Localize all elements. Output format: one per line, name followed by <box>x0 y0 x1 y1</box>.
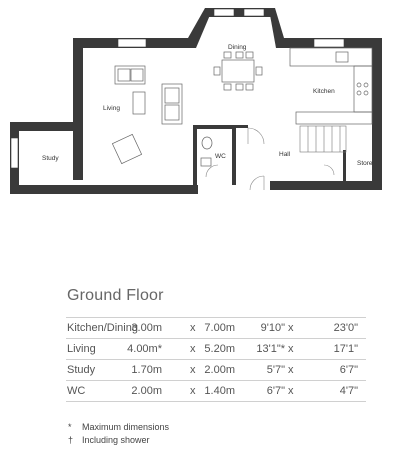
times-sign: x <box>190 322 196 334</box>
imperial-length: 17'1" <box>333 343 358 355</box>
room-name: WC <box>67 385 86 397</box>
times-sign: x <box>288 385 294 397</box>
footnote-shower <box>68 434 169 447</box>
room-name: Study <box>67 364 96 376</box>
dimension-row-living <box>66 339 366 360</box>
windows <box>11 9 344 168</box>
footnote-symbol: † <box>68 435 74 445</box>
footnote-text: Including shower <box>82 435 150 445</box>
dimension-row-wc <box>66 381 366 402</box>
metric-length: 2.00m <box>204 364 235 376</box>
times-sign: x <box>288 343 294 355</box>
times-sign: x <box>288 322 294 334</box>
kitchen-units <box>290 48 372 124</box>
metric-width: 3.00m <box>131 322 162 334</box>
times-sign: x <box>190 343 196 355</box>
room-label-living: Living <box>103 105 120 112</box>
metric-length: 5.20m <box>204 343 235 355</box>
imperial-length: 6'7" <box>339 364 358 376</box>
times-sign: x <box>288 364 294 376</box>
room-label-wc: WC <box>215 153 226 160</box>
metric-width: 1.70m <box>131 364 162 376</box>
footnote-symbol: * <box>68 422 72 432</box>
imperial-width: 5'7" <box>266 364 285 376</box>
metric-width: 2.00m <box>131 385 162 397</box>
dining-table <box>214 52 262 90</box>
dimension-row-kitchen-dining <box>66 317 366 339</box>
dimension-row-study <box>66 360 366 381</box>
imperial-width: 13'1"* <box>256 343 285 355</box>
room-label-store: Store <box>357 160 373 167</box>
room-label-study: Study <box>42 155 59 162</box>
staircase <box>300 126 346 152</box>
imperial-length: 23'0" <box>333 322 358 334</box>
metric-width: 4.00m* <box>127 343 162 355</box>
footnote-text: Maximum dimensions <box>82 422 170 432</box>
room-label-hall: Hall <box>279 151 291 158</box>
living-furniture <box>112 66 182 164</box>
floor-title: Ground Floor <box>67 287 164 304</box>
room-name: Kitchen/Dining <box>67 322 138 334</box>
room-label-dining: Dining <box>228 44 247 51</box>
footnote-max-dimensions <box>68 421 169 434</box>
dimension-table <box>66 317 366 402</box>
imperial-length: 4'7" <box>339 385 358 397</box>
times-sign: x <box>190 385 196 397</box>
wc-fixtures <box>201 137 212 166</box>
walls <box>10 8 382 194</box>
imperial-width: 9'10" <box>260 322 285 334</box>
times-sign: x <box>190 364 196 376</box>
metric-length: 7.00m <box>204 322 235 334</box>
room-label-kitchen: Kitchen <box>313 88 335 95</box>
metric-length: 1.40m <box>204 385 235 397</box>
footnotes <box>68 421 169 447</box>
room-name: Living <box>67 343 96 355</box>
imperial-width: 6'7" <box>266 385 285 397</box>
